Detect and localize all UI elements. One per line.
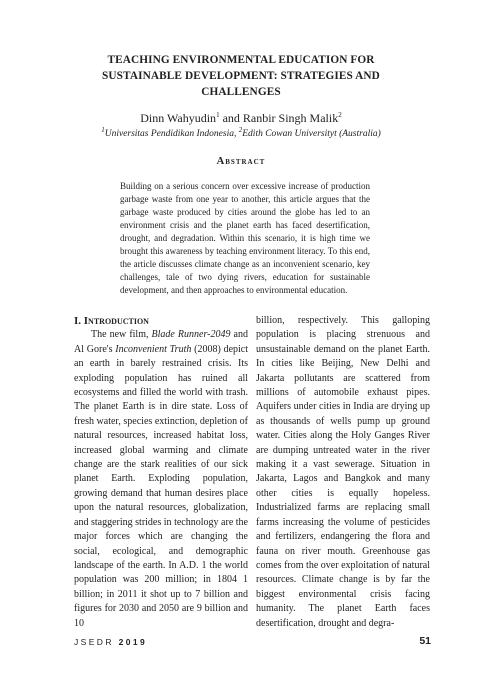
affiliation-2: Edith Cowan Universityt (Australia) xyxy=(242,129,381,139)
journal-year: 2019 xyxy=(118,637,148,647)
affiliation-1: Universitas Pendidikan Indonesia, xyxy=(104,129,239,139)
left-column xyxy=(74,314,248,631)
author-line xyxy=(40,111,442,126)
section-number: I. xyxy=(74,315,82,327)
film-title-inconvenient-truth: Inconvenient Truth xyxy=(115,343,192,355)
author-1-superscript: 1 xyxy=(216,111,220,119)
intro-text-c: (2008) depict an earth in barely restrained crisis. Its exploding population has ruined all ecosystems and filled the world with trash. The planet Earth is in dire state. Loss of fresh water, species extinction, depletion of natural resources, increased habitat loss, increased global warming and climate change are the stark realities of our sick planet Earth. Exploding population, growing demand that human desires place upon the natural resources, globalization, and staggering strides in technology are the major forces which are changing the social, ecological, and demographic landscape of the earth. In A.D. 1 the world population was 200 million; in 1804 1 billion; in 2011 it shot up to 7 billion and figures for 2030 and 2050 are 9 billion and 10 xyxy=(74,343,249,629)
abstract-heading-text: Abstract xyxy=(216,156,266,167)
page-number: 51 xyxy=(419,635,431,647)
affiliation-2-superscript: 2 xyxy=(238,125,243,134)
affiliation-line xyxy=(40,125,442,139)
author-conjunction: and xyxy=(219,111,243,125)
right-column xyxy=(256,314,430,631)
section-title: Introduction xyxy=(83,315,149,327)
affiliation-1-superscript: 1 xyxy=(101,125,105,134)
intro-text-a: The new film, xyxy=(91,329,152,341)
abstract-text: Building on a serious concern over excessive increase of production garbage waste from one year to another, this article argues that the garbage waste produced by cities around the globe has led to an environment crisis and the planet earth has faced desertification, drought, and degradation. Within this scenario, it is high time we brought this awareness by teaching environment literacy. To this end, the article discusses climate change as an inconvenient scenario, key challenges, tale of two dying rivers, education for sustainable development, and then approaches to environmental education. xyxy=(120,181,370,295)
intro-paragraph-continued: billion, respectively. This galloping population is placing strenuous and unsustainable demand on the planet Earth. In cities like Beijing, New Delhi and Jakarta pollutants are scattered from millions of automobile exhaust pipes. Aquifers under cities in India are drying up as thousands of wells pump up ground water. Cities along the Holy Ganges River are dumping untreated water in the river making it a vast sewerage. Situation in Jakarta, Lagos and Bangkok and many other cities is equally hopeless. Industrialized farms are replacing small farms increasing the volume of pesticides and fertilizers, endangering the flora and fauna on river mouth. Greenhouse gas comes from the over exploitation of natural resources. Climate change is by far the biggest environmental crisis facing humanity. The planet Earth faces desertification, drought and degra- xyxy=(256,315,430,629)
footer-journal-name xyxy=(74,637,147,647)
author-1-name: Dinn Wahyudin xyxy=(140,111,217,125)
intro-text-b: and Al Gore's xyxy=(74,329,248,355)
author-2-name: Ranbir Singh Malik xyxy=(242,111,339,125)
abstract-heading xyxy=(40,156,442,167)
section-heading xyxy=(74,314,248,328)
intro-paragraph xyxy=(74,328,248,631)
film-title-blade-runner: Blade Runner-2049 xyxy=(151,329,231,341)
paper-title: TEACHING ENVIRONMENTAL EDUCATION FOR SUSTAINABLE DEVELOPMENT: STRATEGIES AND CHALLENGES xyxy=(102,54,380,98)
journal-abbreviation: JSEDR xyxy=(74,637,119,647)
author-2-superscript: 2 xyxy=(338,111,342,119)
